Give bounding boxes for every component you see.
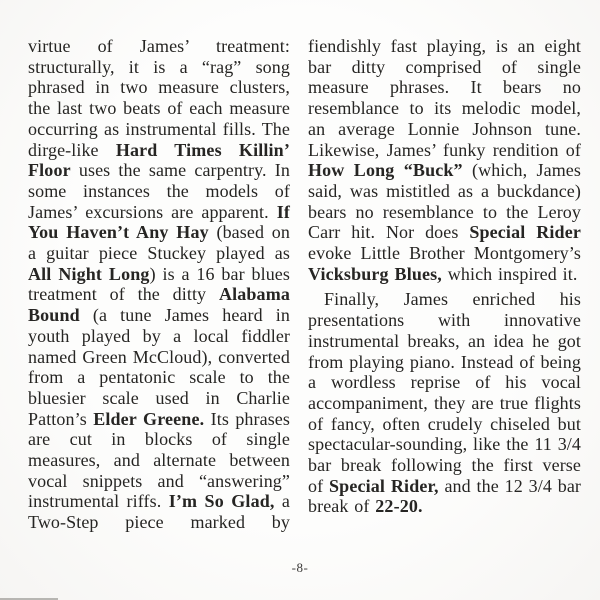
body-text: which inspired it. bbox=[441, 263, 578, 284]
body-text: ) is a 16 bar blues treatment of the ditty bbox=[28, 263, 290, 305]
song-title: Special Rider, bbox=[329, 475, 439, 496]
song-title: How Long “Buck” bbox=[308, 160, 463, 181]
body-text: (which, James said, was mistitled as a buckdance) bears no resemblance to the Leroy Carr hit. Nor does bbox=[308, 160, 581, 243]
song-title: All Night Long bbox=[28, 263, 150, 284]
body-text: (a tune James heard in youth played by a local fiddler named Green McCloud), converted from a pentatonic scale to the bluesier scale used in Charlie Patton’s bbox=[28, 305, 290, 429]
body-text: evoke Little Brother Montgomery’s bbox=[308, 243, 581, 264]
song-title: Special Rider bbox=[469, 222, 581, 243]
body-text: Its phrases are cut in blocks of single measures, and alternate between vocal snippets and “answering” instrumental riffs. bbox=[28, 408, 290, 512]
song-title: 22-20. bbox=[375, 496, 423, 517]
song-title: Vicksburg Blues, bbox=[308, 263, 442, 284]
text-columns bbox=[28, 36, 581, 533]
text-column-left bbox=[28, 36, 290, 533]
body-text: a Two-Step piece marked by bbox=[28, 491, 291, 533]
paragraph bbox=[308, 36, 581, 284]
song-title: Hard Times Killin’ Floor bbox=[28, 139, 290, 181]
song-title: I’m So Glad, bbox=[168, 491, 275, 512]
paragraph bbox=[28, 36, 290, 533]
body-text: and the 12 3/4 bar break of bbox=[308, 475, 582, 517]
song-title: Alabama Bound bbox=[28, 284, 290, 326]
text-column-right bbox=[308, 36, 581, 533]
paragraph bbox=[308, 289, 581, 517]
body-text: (based on a guitar piece Stuckey played as bbox=[28, 222, 290, 264]
body-text: uses the same carpentry. In some instances the models of James’ excursions are apparent. bbox=[28, 160, 290, 222]
body-text: fiendishly fast playing, is an eight bar ditty comprised of single measure phrases. It bears no resemblance to its melodic model, an average Lonnie Johnson tune. Likewise, James’ funky rendition of bbox=[308, 36, 581, 160]
song-title: Elder Greene. bbox=[93, 408, 205, 429]
body-text: virtue of James’ treatment: structurally, it is a “rag” song phrased in two measure clusters, the last two beats of each measure occurring as instrumental fills. The dirge-like bbox=[28, 36, 290, 160]
body-text: Finally, James enriched his presentations with innovative instrumental breaks, an idea he got from playing piano. Instead of being a wordless reprise of his vocal accompaniment, they are true flights of fancy, often crudely chiseled but spectacular-sounding, like the 11 3/4 bar break following the first verse of bbox=[308, 289, 581, 496]
song-title: If You Haven’t Any Hay bbox=[28, 201, 290, 243]
page-number: -8- bbox=[291, 560, 309, 575]
